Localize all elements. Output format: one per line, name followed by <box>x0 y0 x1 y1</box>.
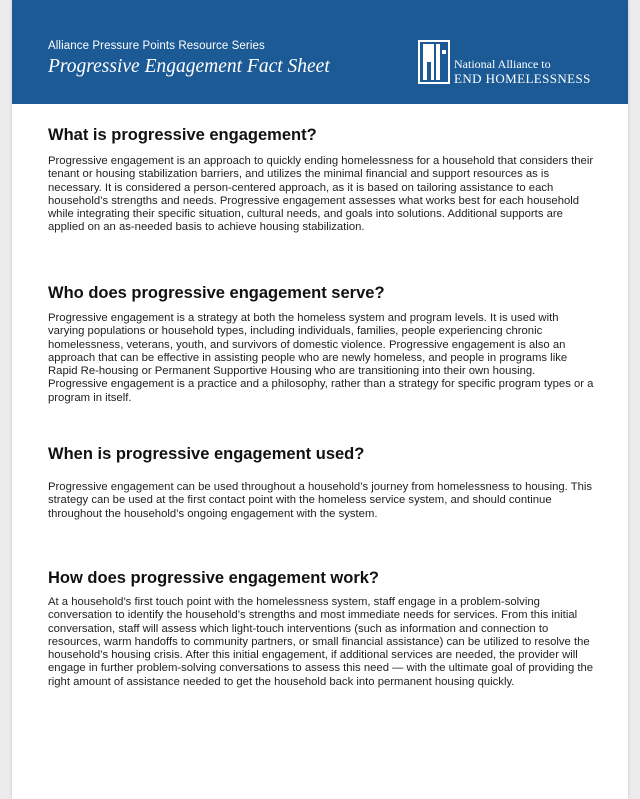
alliance-building-logo-icon <box>418 40 450 84</box>
series-label: Alliance Pressure Points Resource Series <box>48 40 265 52</box>
logo-text-line1: National Alliance to <box>454 57 551 71</box>
section-body: Progressive engagement is a strategy at both the homeless system and program levels. It is used with varying populations or household types, including individuals, families, people experiencing chronic homelessness, veterans, youth, and survivors of domestic violence. Progressive engagement is also an approach that can be effective in assisting people who are newly homeless, and people in programs like Rapid Re-housing or Permanent Supportive Housing who are transitioning into their own housing. Progressive engagement is a practice and a philosophy, rather than a strategy for specific program types or a program in itself. <box>48 312 594 404</box>
section-heading: What is progressive engagement? <box>48 126 317 144</box>
document-page <box>12 0 628 799</box>
logo-text-line2: END HOMELESSNESS <box>454 71 591 86</box>
section-when-used <box>48 445 596 521</box>
section-body: Progressive engagement can be used throughout a household’s journey from homelessness to housing. This strategy can be used at the first contact point with the homeless service system, and should continue throughout the household’s ongoing engagement with the system. <box>48 481 593 520</box>
page-title: Progressive Engagement Fact Sheet <box>48 56 330 77</box>
section-heading: How does progressive engagement work? <box>48 569 379 587</box>
section-body: Progressive engagement is an approach to quickly ending homelessness for a household that considers their tenant or housing stabilization barriers, and utilizes the minimal financial and support resources as is necessary. It is considered a person-centered approach, as it is based on tailoring assistance to each household’s strengths and needs. Progressive engagement assesses what works best for each household while integrating their specific situation, cultural needs, and goals into solutions. Additional supports are applied on an as-needed basis to achieve housing stabilization. <box>48 155 594 234</box>
section-who-serves <box>48 284 596 405</box>
section-body: At a household’s first touch point with the homelessness system, staff engage in a problem-solving conversation to identify the household’s strengths and most immediate needs for services. From this initial conversation, staff will assess which light-touch interventions (such as information and connection to resources, warm handoffs to community partners, or small financial assistance) can be utilized to resolve the household’s housing crisis. After this initial engagement, if additional services are needed, the provider will engage in further problem-solving conversations to assess this need — with the ultimate goal of providing the right amount of assistance needed to get the household back into permanent housing quickly. <box>48 596 594 688</box>
header-banner <box>12 0 628 104</box>
section-how-works <box>48 569 596 689</box>
section-heading: When is progressive engagement used? <box>48 445 365 463</box>
section-heading: Who does progressive engagement serve? <box>48 284 385 302</box>
section-what-is <box>48 126 596 235</box>
alliance-logo <box>418 40 608 88</box>
